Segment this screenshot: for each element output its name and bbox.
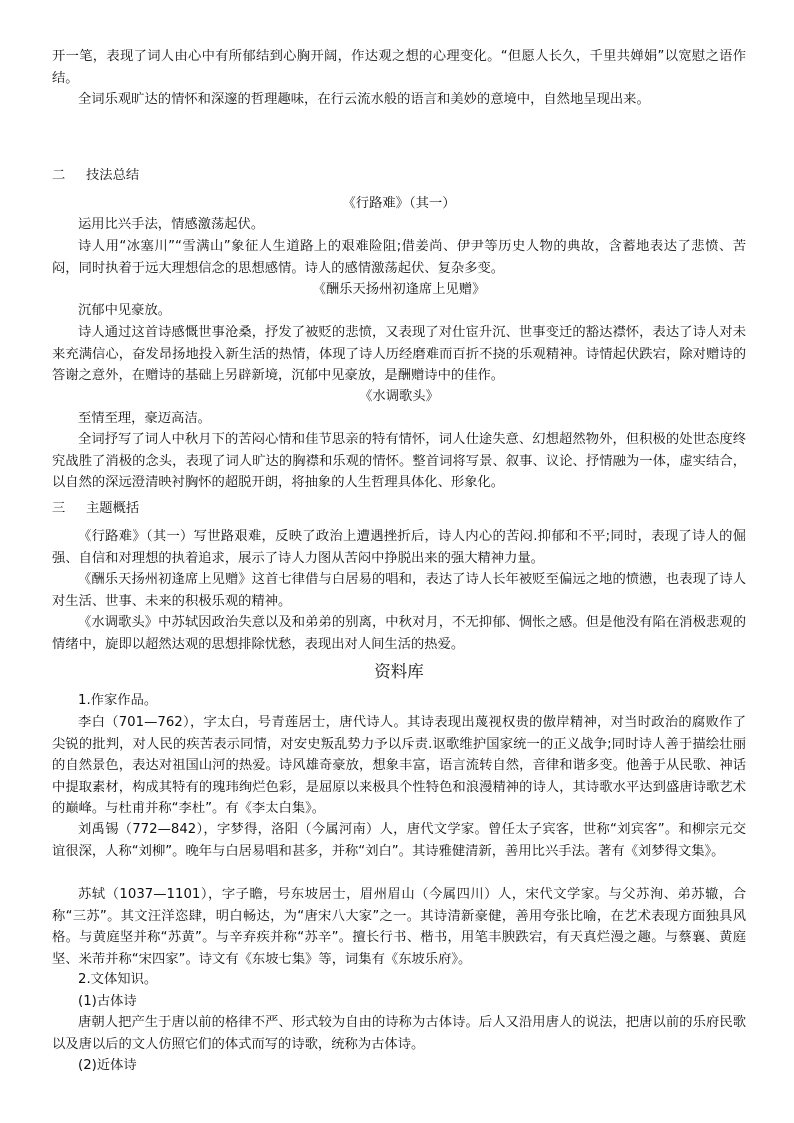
poem-2-detail: 诗人通过这首诗感慨世事沧桑，抒发了被贬的悲愤，又表现了对仕宦升沉、世事变迁的豁达襟怀，表达了诗人对未来充满信心，奋发昂扬地投入新生活的热情，体现了诗人历经磨难而百折不挠的乐观精神。诗情起伏跌宕，除对赠诗的答谢之意外，在赠诗的基础上另辟新境，沉郁中见豪放，是酬赠诗中的佳作。 xyxy=(52,325,746,383)
intro-paragraph-2: 全词乐观旷达的情怀和深邃的哲理趣味，在行云流水般的语言和美妙的意境中，自然地呈现出来。 xyxy=(78,92,650,107)
author-li-bai: 李白（701—762），字太白，号青莲居士，唐代诗人。其诗表现出蔑视权贵的傲岸精神，对当时政治的腐败作了尖锐的批判，对人民的疾苦表示同情，对安史叛乱势力予以斥责.讴歌维护国家统一的正义战争;同时诗人善于描绘壮丽的自然景色，表达对祖国山河的热爱。诗风雄奇豪放，想象丰富，语言流转自然，音律和谐多变。他善于从民歌、神话中提取素材，构成其特有的瑰玮绚烂色彩，是屈原以来极具个性特色和浪漫精神的诗人，其诗歌水平达到盛唐诗歌艺术的巅峰。与杜甫并称“李杜”。有《李太白集》。 xyxy=(52,715,746,816)
library-item-1: 1.作家作品。 xyxy=(78,693,158,708)
section-2-heading xyxy=(52,165,139,187)
section-2-title: 技法总结 xyxy=(86,168,140,183)
intro-paragraph-1: 开一笔，表现了词人由心中有所郁结到心胸开阔，作达观之想的心理变化。“但愿人长久，千里共婵娟”以宽慰之语作结。 xyxy=(52,49,746,86)
ancient-poetry-text: 唐朝人把产生于唐以前的格律不严、形式较为自由的诗称为古体诗。后人又沿用唐人的说法，把唐以前的乐府民歌以及唐以后的文人仿照它们的体式而写的诗歌，统称为古体诗。 xyxy=(52,1015,746,1052)
section-3-number: 三 xyxy=(52,501,66,516)
library-item-2: 2.文体知识。 xyxy=(78,972,158,987)
section-2-number: 二 xyxy=(52,168,66,183)
subheading-modern-poetry: (2)近体诗 xyxy=(78,1058,137,1073)
section-3-title: 主题概括 xyxy=(86,501,140,516)
theme-paragraph-2: 《酬乐天扬州初逢席上见赠》这首七律借与白居易的唱和，表达了诗人长年被贬至偏远之地的愤懑，也表现了诗人对生活、世事、未来的积极乐观的精神。 xyxy=(52,572,746,609)
poem-3-summary: 至情至理，豪迈高洁。 xyxy=(78,411,211,426)
section-3-heading xyxy=(52,498,139,520)
poem-2-summary: 沉郁中见豪放。 xyxy=(78,303,172,318)
theme-paragraph-3: 《水调歌头》中苏轼因政治失意以及和弟弟的别离，中秋对月，不无抑郁、惆怅之感。但是他没有陷在消极悲观的情绪中，旋即以超然达观的思想排除忧愁，表现出对人间生活的热爱。 xyxy=(52,615,746,652)
poem-3-title: 《水调歌头》 xyxy=(359,389,439,404)
poem-1-summary: 运用比兴手法，情感激荡起伏。 xyxy=(78,217,265,232)
author-liu-yuxi: 刘禹锡（772—842），字梦得，洛阳（今属河南）人，唐代文学家。曾任太子宾客，世称“刘宾客”。和柳宗元交谊很深，人称“刘柳”。晚年与白居易唱和甚多，并称“刘白”。其诗雅健清新，善用比兴手法。著有《刘梦得文集》。 xyxy=(52,822,746,859)
theme-paragraph-1: 《行路难》（其一）写世路艰难，反映了政治上遭遇挫折后，诗人内心的苦闷.抑郁和不平;同时，表现了诗人的倔强、自信和对理想的执着追求，展示了诗人力图从苦闷中挣脱出来的强大精神力量。 xyxy=(52,529,746,566)
author-su-shi: 苏轼（1037—1101），字子瞻，号东坡居士，眉州眉山（今属四川）人，宋代文学家。与父苏洵、弟苏辙，合称“三苏”。其文汪洋恣肆，明白畅达，为“唐宋八大家”之一。其诗清新豪健，善用夸张比喻，在艺术表现方面独具风格。与黄庭坚并称“苏黄”。与辛弃疾并称“苏辛”。擅长行书、楷书，用笔丰腴跌宕，有天真烂漫之趣。与蔡襄、黄庭坚、米芾并称“宋四家”。诗文有《东坡七集》等，词集有《东坡乐府》。 xyxy=(52,887,746,967)
poem-2-title: 《酬乐天扬州初逢席上见赠》 xyxy=(312,282,486,297)
poem-1-detail: 诗人用“冰塞川”“雪满山”象征人生道路上的艰难险阻;借姜尚、伊尹等历史人物的典故，含蓄地表达了悲愤、苦闷，同时执着于远大理想信念的思想感情。诗人的感情激荡起伏、复杂多变。 xyxy=(52,239,746,276)
poem-3-detail: 全词抒写了词人中秋月下的苦闷心情和佳节思亲的特有情怀，词人仕途失意、幻想超然物外，但积极的处世态度终究战胜了消极的念头，表现了词人旷达的胸襟和乐观的情怀。整首词将写景、叙事、议论、抒情融为一体，虚实结合，以自然的深远澄清映衬胸怀的超脱开朗，将抽象的人生哲理具体化、形象化。 xyxy=(52,432,746,490)
subheading-ancient-poetry: (1)古体诗 xyxy=(78,994,137,1009)
poem-1-title: 《行路难》（其一） xyxy=(342,196,456,211)
library-title: 资料库 xyxy=(374,662,424,681)
